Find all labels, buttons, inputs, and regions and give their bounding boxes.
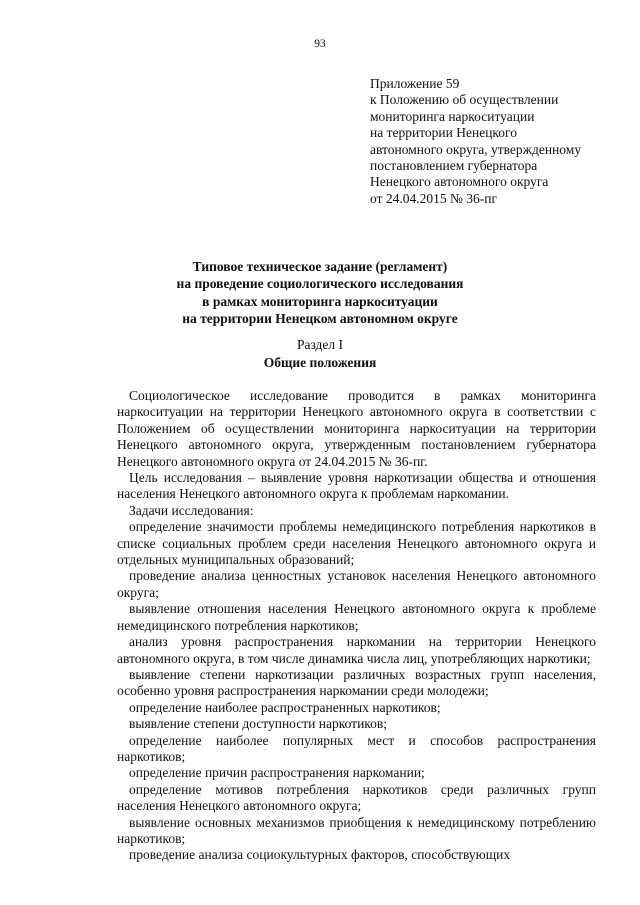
- page-number: 93: [314, 38, 326, 50]
- paragraph: выявление основных механизмов приобщения к немедицинскому потреблению наркотиков;: [117, 814, 596, 846]
- section-title: Общие положения: [263, 355, 377, 370]
- paragraph: Цель исследования – выявление уровня наркотизации общества и отношения населения Ненецкого автономного округа к проблемам наркомании.: [117, 470, 596, 502]
- appendix-line: автономного округа, утвержденному: [370, 141, 582, 157]
- paragraph: выявление степени доступности наркотиков;: [129, 716, 388, 732]
- paragraph: определение наиболее популярных мест и способов распространения наркотиков;: [117, 732, 596, 764]
- appendix-line: к Положению об осуществлении: [370, 92, 559, 108]
- paragraph: определение причин распространения наркомании;: [129, 765, 425, 781]
- appendix-line: Ненецкого автономного округа: [370, 174, 549, 190]
- paragraph: анализ уровня распространения наркомании на территории Ненецкого автономного округа, в том числе динамика числа лиц, употребляющих наркотики;: [117, 634, 596, 666]
- paragraph: Задачи исследования:: [129, 502, 254, 518]
- title-line: в рамках мониторинга наркоситуации: [202, 293, 438, 309]
- appendix-line: Приложение 59: [370, 76, 460, 91]
- appendix-line: на территории Ненецкого: [370, 125, 518, 141]
- appendix-line: от 24.04.2015 № 36-пг: [370, 190, 497, 206]
- appendix-line: мониторинга наркоситуации: [370, 108, 535, 124]
- paragraph: определение значимости проблемы немедицинского потребления наркотиков в списке социальных проблем среди населения Ненецкого автономного округа и отдельных муниципальных образований;: [117, 519, 596, 568]
- title-line: на проведение социологического исследования: [176, 276, 464, 292]
- document-body: [117, 388, 596, 864]
- paragraph: Социологическое исследование проводится в рамках мониторинга наркоситуации на территории Ненецкого автономного округа в соответствии с Положением об осуществлении мониторинга наркоситуации на территории Ненецкого автономного округа, утвержденным постановлением губернатора Ненецкого автономного округа от 24.04.2015 № 36-пг.: [117, 388, 596, 469]
- title-line: Типовое техническое задание (регламент): [192, 259, 448, 274]
- paragraph: выявление степени наркотизации различных возрастных групп населения, особенно уровня распространения наркомании среди молодежи;: [117, 666, 596, 699]
- appendix-header: [370, 76, 620, 207]
- paragraph: определение мотивов потребления наркотиков среди различных групп населения Ненецкого автономного округа;: [117, 781, 596, 814]
- section-label: Раздел I: [296, 337, 344, 352]
- title-line: на территории Ненецком автономном округе: [182, 310, 458, 326]
- paragraph: выявление отношения населения Ненецкого автономного округа к проблеме немедицинского потребления наркотиков;: [117, 601, 596, 633]
- appendix-line: постановлением губернатора: [370, 158, 538, 174]
- document-title: [0, 258, 640, 327]
- paragraph: проведение анализа социокультурных факторов, способствующих: [129, 847, 511, 863]
- paragraph: проведение анализа ценностных установок населения Ненецкого автономного округа;: [117, 568, 596, 600]
- paragraph: определение наиболее распространенных наркотиков;: [129, 699, 441, 715]
